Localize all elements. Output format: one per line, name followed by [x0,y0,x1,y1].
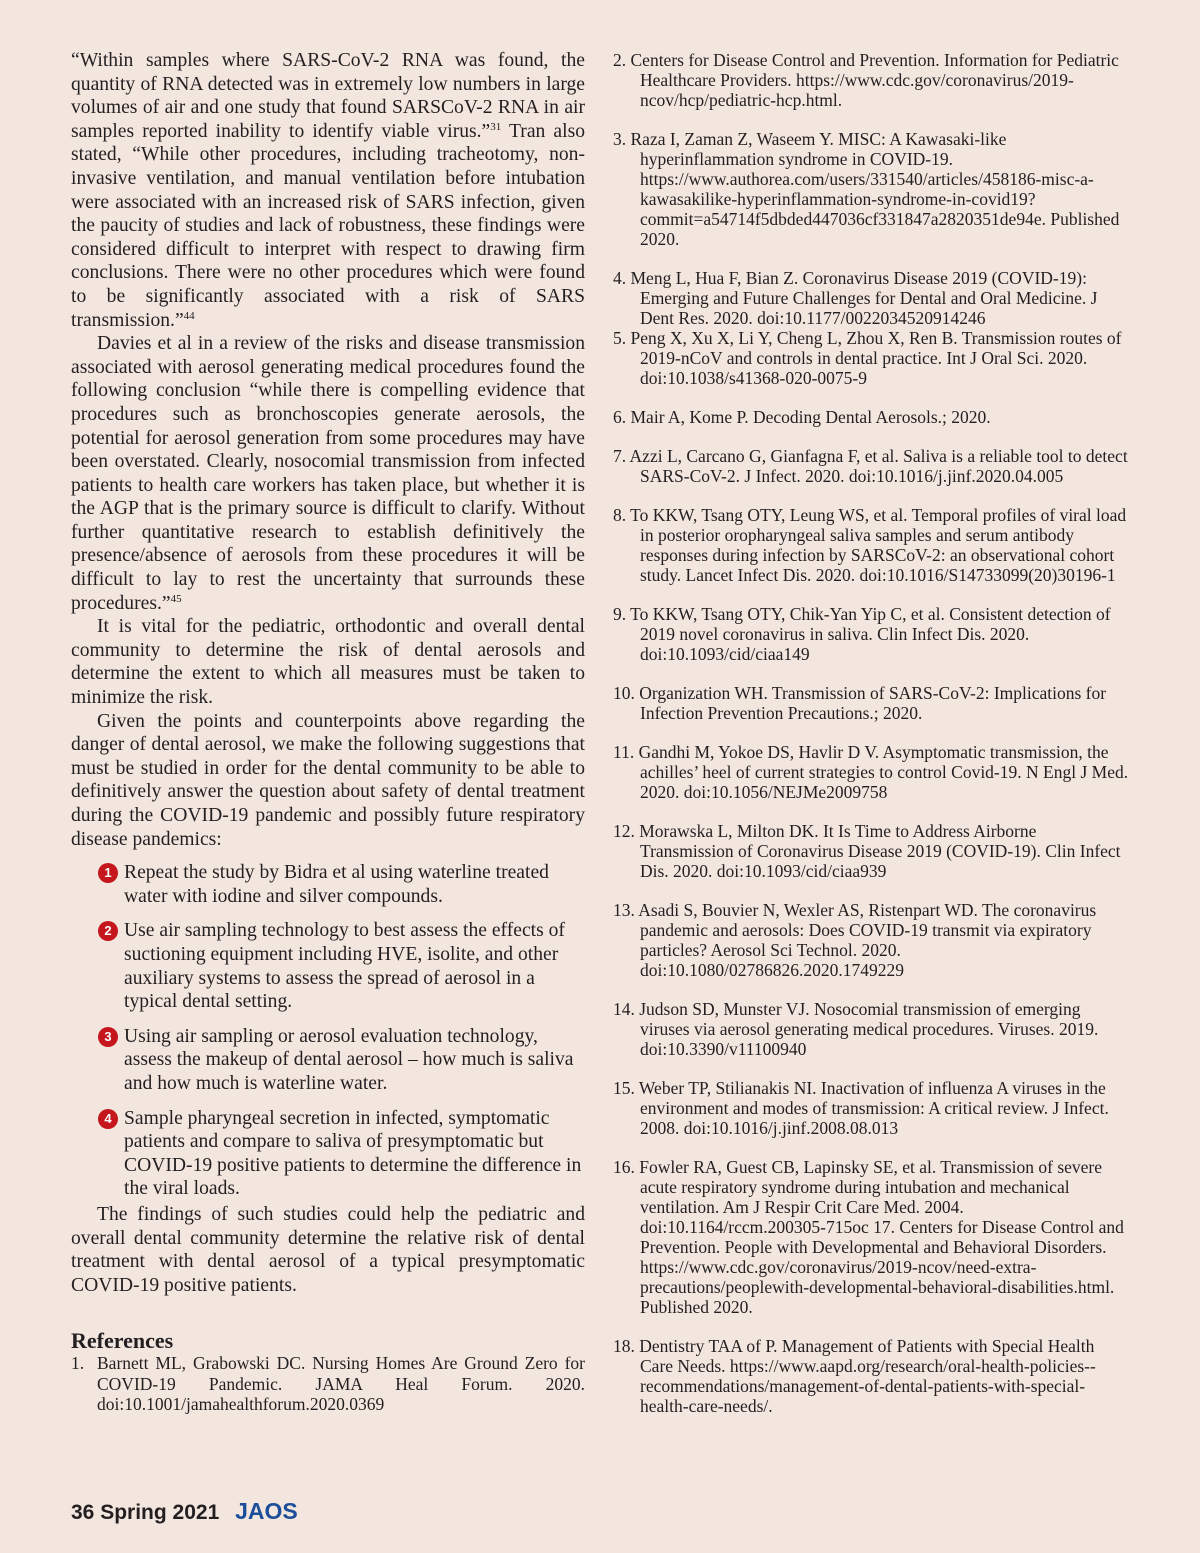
citation-45: 45 [170,592,182,605]
reference-item: 2. Centers for Disease Control and Prevention. Information for Pediatric Healthcare Providers. https://www.cdc.gov/coronavirus/2019-ncov/hcp/pediatric-hcp.html. [613,50,1119,110]
reference-item: 11. Gandhi M, Yokoe DS, Havlir D V. Asymptomatic transmission, the achilles’ heel of current strategies to control Covid-19. N Engl J Med. 2020. doi:10.1056/NEJMe2009758 [613,742,1129,802]
number-badge-icon: 4 [98,1109,118,1129]
list-item: 3 Using air sampling or aerosol evaluation technology, assess the makeup of dental aerosol – how much is saliva and how much is waterline water. [71,1025,585,1096]
reference-item: 18. Dentistry TAA of P. Management of Patients with Special Health Care Needs. https://www.aapd.org/research/oral-health-policies--recommendations/management-of-dental-patients-with-special-health-care-needs/. [613,1336,1096,1416]
paragraph-davies: Davies et al in a review of the risks and disease transmission associated with aerosol generating medical procedures found the following conclusion “while there is compelling evidence that procedures such as bronchoscopies generate aerosols, the potential for aerosol generation from some procedures may have been overstated. Clearly, nosocomial transmission from infected patients to health care workers has taken place, but whether it is the AGP that is the primary source is difficult to clarify. Without further quantitative research to establish definitively the presence/absence of aerosols from these procedures it will be difficult to lay to rest the uncertainty that surrounds these procedures.”$^{45}$ [71,333,585,614]
reference-item: 10. Organization WH. Transmission of SARS-CoV-2: Implications for Infection Prevention Precautions.; 2020. [613,683,1107,723]
reference-item: 13. Asadi S, Bouvier N, Wexler AS, Ristenpart WD. The coronavirus pandemic and aerosols: Does COVID-19 transmit via expiratory particles? Aerosol Sci Technol. 2020. doi:10.1080/02786826.2020.1749229 [613,900,1097,980]
number-badge-icon: 2 [98,921,118,941]
reference-item: 16. Fowler RA, Guest CB, Lapinsky SE, et al. Transmission of severe acute respiratory syndrome during intubation and mechanical ventilation. Am J Respir Crit Care Med. 2004. doi:10.1164/rccm.200305-715oc 17. Centers for Disease Control and Prevention. People with Developmental and Behavioral Disorders. https://www.cdc.gov/coronavirus/2019-ncov/need-extra-precautions/peoplewith-developmental-behavioral-disabilities.html. Published 2020. [613,1157,1124,1317]
reference-item: 3. Raza I, Zaman Z, Waseem Y. MISC: A Kawasaki-like hyperinflammation syndrome in COVID-19. https://www.authorea.com/users/331540/articles/458186-misc-a-kawasakilike-hyperinflammation-syndrome-in-covid19?commit=a54714f5dbded447036cf331847a2820351de94e. Published 2020. [613,129,1120,249]
reference-item: 1. Barnett ML, Grabowski DC. Nursing Homes Are Ground Zero for COVID-19 Pandemic. JAMA Heal Forum. 2020. doi:10.1001/jamahealthforum.2020.0369 [71,1353,585,1415]
list-item: 2 Use air sampling technology to best assess the effects of suctioning equipment including HVE, isolite, and other auxiliary systems to assess the spread of aerosol in a typical dental setting. [71,919,585,1013]
paragraph-tran-quote: “Within samples where SARS-CoV-2 RNA was found, the quantity of RNA detected was in extremely low numbers in large volumes of air and one study that found SARSCoV-2 RNA in air samples reported inability to identify viable virus.”$^{31}$ Tran also stated, “While other procedures, including tracheotomy, non-invasive ventilation, and manual ventilation before intubation were associated with an increased risk of SARS infection, given the paucity of studies and lack of robustness, these findings were considered difficult to interpret with respect to drawing firm conclusions. There were no other procedures which were found to be significantly associated with a risk of SARS transmission.”$^{44}$ [71,50,585,331]
paragraph-vital: It is vital for the pediatric, orthodontic and overall dental community to determine the risk of dental aerosols and determine the extent to which all measures must be taken to minimize the risk. [71,616,585,709]
references-heading: References [71,1328,174,1354]
citation-44: 44 [183,309,195,322]
references-column [613,50,1131,1435]
page-number: 36 [71,1501,95,1524]
citation-31: 31 [490,120,502,133]
number-badge-icon: 3 [98,1027,118,1047]
reference-item: 7. Azzi L, Carcano G, Gianfagna F, et al. Saliva is a reliable tool to detect SARS-CoV-2. J Infect. 2020. doi:10.1016/j.jinf.2020.04.005 [613,446,1128,486]
paragraph-findings: The findings of such studies could help the pediatric and overall dental community determine the relative risk of dental treatment with dental aerosol of a typical presymptomatic COVID-19 positive patients. [71,1203,585,1296]
suggestions-list [71,861,585,1201]
reference-item: 14. Judson SD, Munster VJ. Nosocomial transmission of emerging viruses via aerosol generating medical procedures. Viruses. 2019. doi:10.3390/v11100940 [613,999,1099,1059]
issue-label: Spring 2021 [100,1501,220,1524]
reference-item: 15. Weber TP, Stilianakis NI. Inactivation of influenza A viruses in the environment and modes of transmission: A critical review. J Infect. 2008. doi:10.1016/j.jinf.2008.08.013 [613,1078,1109,1138]
list-item: 4 Sample pharyngeal secretion in infected, symptomatic patients and compare to saliva of presymptomatic but COVID-19 positive patients to determine the difference in the viral loads. [71,1107,585,1201]
number-badge-icon: 1 [98,863,118,883]
list-item: 1 Repeat the study by Bidra et al using waterline treated water with iodine and silver compounds. [71,861,585,908]
reference-item: 9. To KKW, Tsang OTY, Chik-Yan Yip C, et al. Consistent detection of 2019 novel coronavirus in saliva. Clin Infect Dis. 2020. doi:10.1093/cid/ciaa149 [613,604,1111,664]
reference-item: 5. Peng X, Xu X, Li Y, Cheng L, Zhou X, Ren B. Transmission routes of 2019-nCoV and controls in dental practice. Int J Oral Sci. 2020. doi:10.1038/s41368-020-0075-9 [613,328,1122,388]
reference-item: 6. Mair A, Kome P. Decoding Dental Aerosols.; 2020. [613,407,991,427]
page-footer [71,1497,298,1527]
left-column [71,49,585,1415]
reference-item: 12. Morawska L, Milton DK. It Is Time to Address Airborne Transmission of Coronavirus Disease 2019 (COVID-19). Clin Infect Dis. 2020. doi:10.1093/cid/ciaa939 [613,821,1121,881]
reference-item: 8. To KKW, Tsang OTY, Leung WS, et al. Temporal profiles of viral load in posterior oropharyngeal saliva samples and serum antibody responses during infection by SARSCoV-2: an observational cohort study. Lancet Infect Dis. 2020. doi:10.1016/S14733099(20)30196-1 [613,505,1127,585]
paragraph-suggestions: Given the points and counterpoints above regarding the danger of dental aerosol, we make the following suggestions that must be studied in order for the dental community to be able to definitively answer the question about safety of dental treatment during the COVID-19 pandemic and possibly future respiratory disease pandemics: [71,710,585,850]
journal-name: JAOS [235,1498,298,1524]
reference-item: 4. Meng L, Hua F, Bian Z. Coronavirus Disease 2019 (COVID-19): Emerging and Future Challenges for Dental and Oral Medicine. J Dent Res. 2020. doi:10.1177/0022034520914246 [613,268,1098,328]
